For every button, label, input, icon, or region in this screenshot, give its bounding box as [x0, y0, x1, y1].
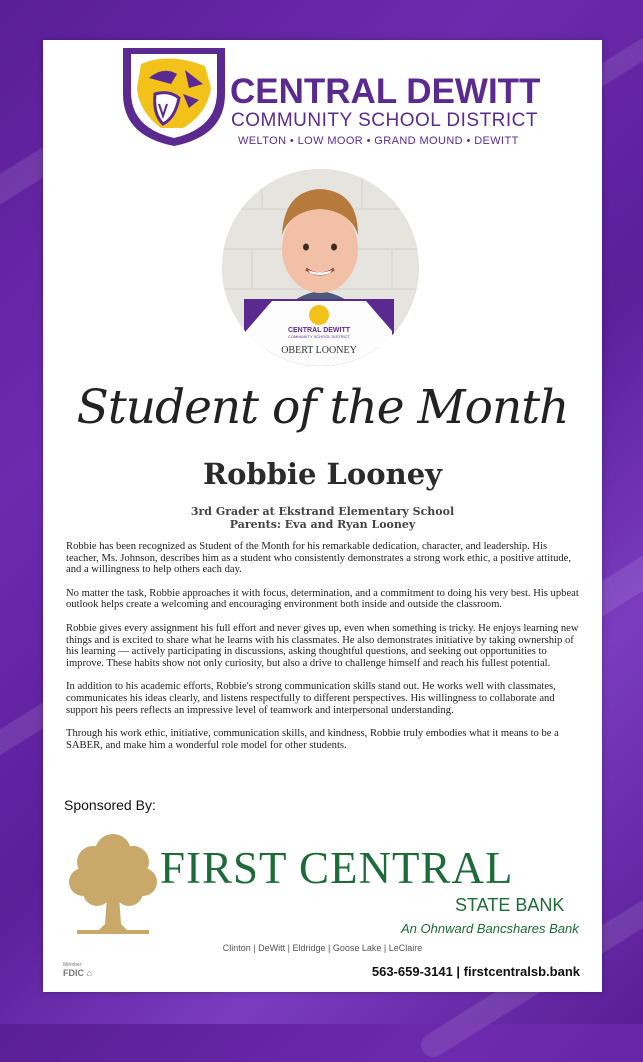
story-paragraph-2: No matter the task, Robbie approaches it with focus, determination, and a commitment to doing his very best. His upbeat outlook helps create a welcoming and encouraging environment both inside and outside the classroom. — [66, 587, 579, 611]
fdic-badge — [63, 962, 92, 978]
certificate — [244, 299, 394, 366]
story-paragraph-5: Through his work ethic, initiative, communication skills, and kindness, Robbie truly embodies what it means to be a SABER, and make him a wonderful role model for other students. — [66, 728, 559, 751]
district-name: CENTRAL DEWITT — [230, 72, 541, 111]
student-photo — [222, 169, 419, 366]
story-paragraph-3: Robbie gives every assignment his full effort and never gives up, even when something is tricky. He enjoys learning new things and is excited to share what he learns with his classmates. He also demonstrates initiative by taking ownership of his learning — actively participating in discussions, asking thoughtful questions, and seeking out opportunities to improve. These habits show not only curiosity, but also a drive to challenge himself and reach his fullest potential. — [66, 622, 579, 669]
bank-tagline: An Ohnward Bancshares Bank — [401, 921, 579, 936]
certificate-name: OBERT LOONEY — [281, 345, 357, 356]
story-body — [66, 541, 581, 763]
equal-housing-icon: ⌂ — [86, 968, 92, 978]
parents-line: Parents: Eva and Ryan Looney — [229, 518, 416, 531]
saber-tiger-logo-icon — [119, 44, 229, 148]
district-subtitle: COMMUNITY SCHOOL DISTRICT — [231, 110, 539, 131]
certificate-line2: COMMUNITY SCHOOL DISTRICT — [287, 334, 350, 339]
district-towns: WELTON • LOW MOOR • GRAND MOUND • DEWITT — [238, 135, 519, 147]
feature-title: Student of the Month — [76, 380, 569, 435]
student-name: Robbie Looney — [202, 457, 443, 491]
grade-line: 3rd Grader at Ekstrand Elementary School — [190, 505, 455, 518]
fdic-member-label: Member — [63, 962, 82, 968]
oak-tree-logo-icon — [67, 830, 159, 936]
poster-card — [43, 40, 602, 992]
story-paragraph-1: Robbie has been recognized as Student of the Month for his remarkable dedication, character, and leadership. His teacher, Ms. Johnson, describes him as a student who consistently demonstrates a strong work ethic, a positive attitude, and a willingness to help others each day. — [66, 541, 572, 576]
bank-locations: Clinton | DeWitt | Eldridge | Goose Lake | LeClaire — [222, 943, 423, 953]
bank-subname: STATE BANK — [455, 895, 565, 915]
bank-contact[interactable]: 563-659-3141 | firstcentralsb.bank — [371, 964, 580, 979]
story-paragraph-4: In addition to his academic efforts, Robbie's strong communication skills stand out. He works well with classmates, communicates his ideas clearly, and listens respectfully to different perspectives. His willingness to collaborate and support his peers reflects an impressive level of teamwork and interpersonal understanding. — [66, 681, 556, 716]
fdic-label: FDIC — [63, 968, 84, 978]
sponsored-label: Sponsored By: — [64, 797, 156, 813]
bank-name: FIRST CENTRAL — [160, 843, 514, 893]
certificate-line1: CENTRAL DEWITT — [287, 327, 351, 334]
